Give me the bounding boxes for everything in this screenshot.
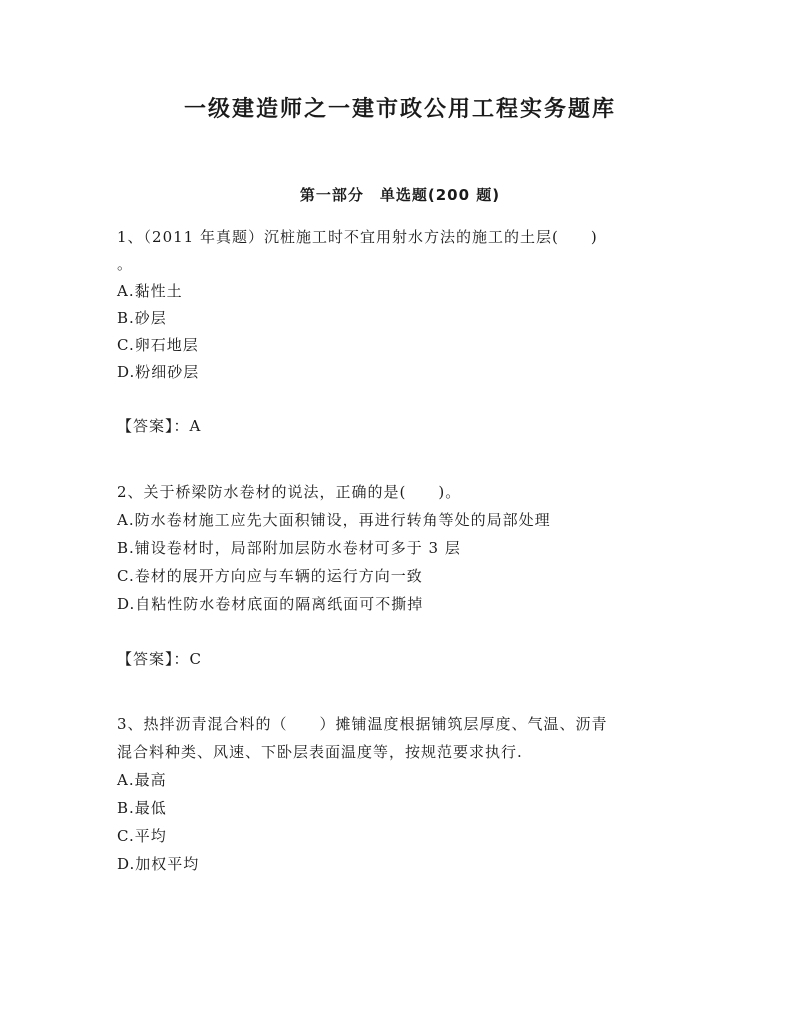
question-2-answer: 【答案】：C xyxy=(117,650,202,668)
question-3-option-c: C.平均 xyxy=(117,827,167,845)
question-1-stem-continued: 。 xyxy=(117,255,134,273)
question-1-answer: 【答案】：A xyxy=(117,417,202,435)
question-3-stem: 3、热拌沥青混合料的（ ）摊铺温度根据铺筑层厚度、气温、沥青 xyxy=(117,715,608,733)
question-3-option-b: B.最低 xyxy=(117,799,167,817)
question-1-option-d: D.粉细砂层 xyxy=(117,363,200,381)
question-2-option-b: B.铺设卷材时，局部附加层防水卷材可多于 3 层 xyxy=(117,539,461,557)
question-3-stem-continued: 混合料种类、风速、下卧层表面温度等，按规范要求执行. xyxy=(117,743,523,761)
question-1-option-c: C.卵石地层 xyxy=(117,336,199,354)
question-1-option-b: B.砂层 xyxy=(117,309,167,327)
question-1-stem: 1、（2011 年真题）沉桩施工时不宜用射水方法的施工的土层( ) xyxy=(117,228,598,246)
question-2-option-a: A.防水卷材施工应先大面积铺设，再进行转角等处的局部处理 xyxy=(117,511,551,529)
question-2-option-c: C.卷材的展开方向应与车辆的运行方向一致 xyxy=(117,567,423,585)
question-1-option-a: A.黏性土 xyxy=(117,282,183,300)
question-3-option-d: D.加权平均 xyxy=(117,855,200,873)
section-title: 第一部分 单选题(200 题) xyxy=(299,186,501,204)
question-3-option-a: A.最高 xyxy=(117,771,167,789)
question-2-stem: 2、关于桥梁防水卷材的说法，正确的是( )。 xyxy=(117,483,462,501)
question-2-option-d: D.自粘性防水卷材底面的隔离纸面可不撕掉 xyxy=(117,595,424,613)
document-title: 一级建造师之一建市政公用工程实务题库 xyxy=(183,96,616,122)
